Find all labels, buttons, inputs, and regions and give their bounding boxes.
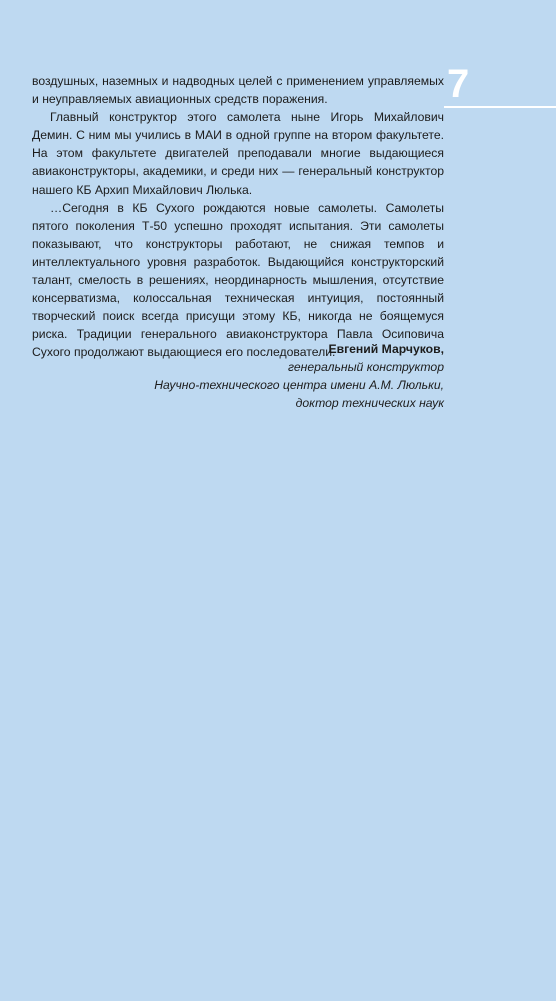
author-organization: Научно-технического центра имени А.М. Люльки, bbox=[154, 378, 444, 393]
page-number: 7 bbox=[447, 62, 470, 106]
signature-block bbox=[32, 340, 444, 412]
paragraph-2: Главный конструктор этого самолета ныне Игорь Михайлович Демин. С ним мы учились в МАИ в одной группе на втором факультете. На этом факультете двигателей преподавали многие выдающиеся авиаконструкторы, академики, и среди них — генеральный конструктор нашего КБ Архип Михайлович Люлька. bbox=[32, 110, 444, 197]
page-edge-rule bbox=[444, 106, 556, 108]
author-degree: доктор технических наук bbox=[295, 396, 444, 411]
paragraph-1: воздушных, наземных и надводных целей с применением управляемых и неуправляемых авиационных средств поражения. bbox=[32, 74, 444, 107]
author-title: генеральный конструктор bbox=[288, 360, 444, 375]
paragraph-3: …Сегодня в КБ Сухого рождаются новые самолеты. Самолеты пятого поколения Т-50 успешно проходят испытания. Эти самолеты показывают, что конструкторы работают, не снижая темпов и интеллектуального уровня разработок. Выдающийся конструкторский талант, смелость в решениях, неординарность мышления, отсутствие консерватизма, колоссальная техническая интуиция, постоянный творческий поиск всегда присущи этому КБ, никогда не боящемуся риска. Традиции генерального авиаконструктора Павла Осиповича Сухого продолжают выдающиеся его последователи. bbox=[32, 200, 444, 360]
body-text bbox=[32, 72, 444, 362]
author-name: Евгений Марчуков, bbox=[328, 342, 444, 356]
